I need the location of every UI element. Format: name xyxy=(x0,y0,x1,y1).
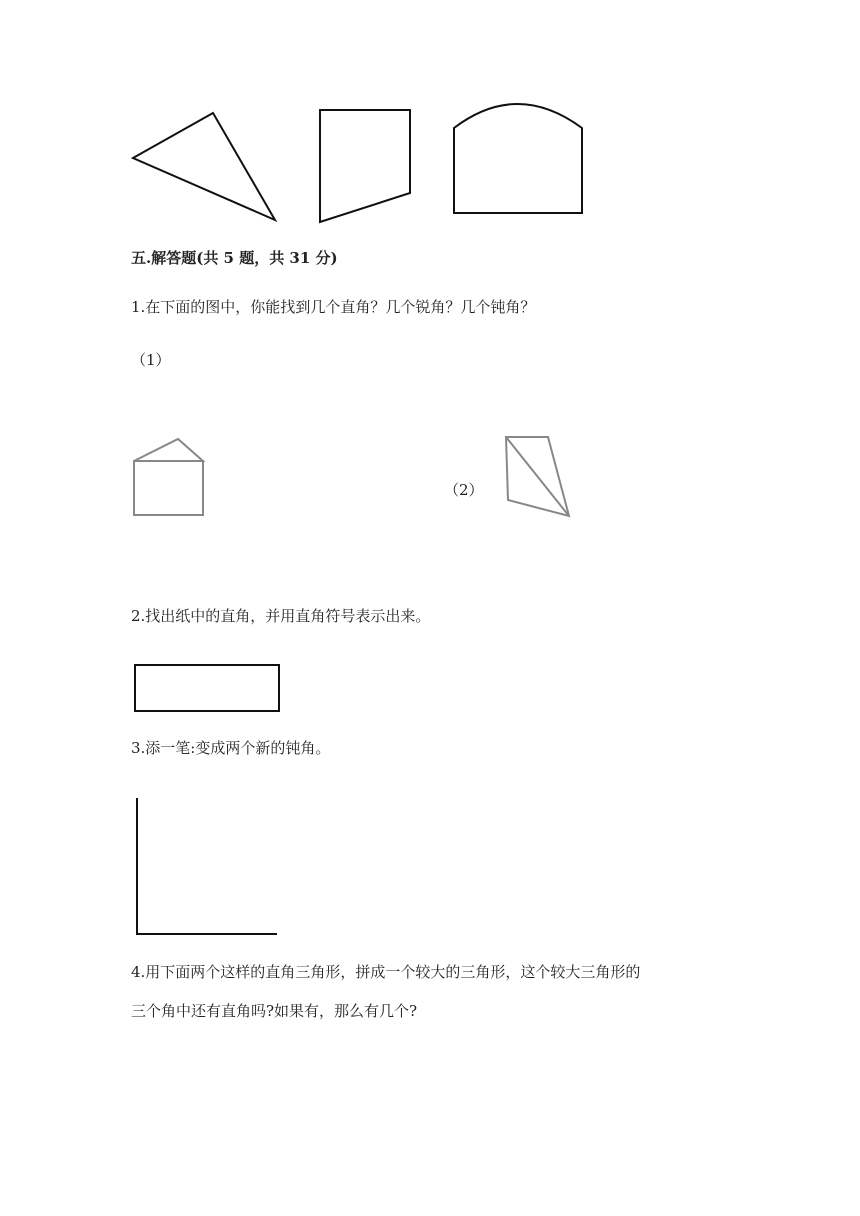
right-angle-lines xyxy=(137,798,277,934)
quadrilateral-shape xyxy=(320,110,410,222)
figure-label-1: （1） xyxy=(131,351,171,369)
question-1-text: 1.在下面的图中，你能找到几个直角？几个锐角？几个钝角？ xyxy=(131,298,536,316)
question-4-line-1: 4.用下面两个这样的直角三角形，拼成一个较大的三角形，这个较大三角形的 xyxy=(131,963,641,981)
section-heading: 五.解答题(共 5 题，共 31 分) xyxy=(131,249,338,267)
question-3-text: 3.添一笔:变成两个新的钝角。 xyxy=(131,739,331,757)
house-roof-shape xyxy=(134,439,203,461)
question-2-text: 2.找出纸中的直角，并用直角符号表示出来。 xyxy=(131,607,431,625)
figure-label-2: （2） xyxy=(444,481,484,499)
paper-rectangle-shape xyxy=(135,665,279,711)
arch-rectangle-shape xyxy=(454,104,582,213)
house-body-shape xyxy=(134,461,203,515)
triangle-shape xyxy=(133,113,275,220)
kite-diagonal-line xyxy=(506,437,569,516)
question-4-line-2: 三个角中还有直角吗?如果有，那么有几个? xyxy=(131,1002,418,1020)
